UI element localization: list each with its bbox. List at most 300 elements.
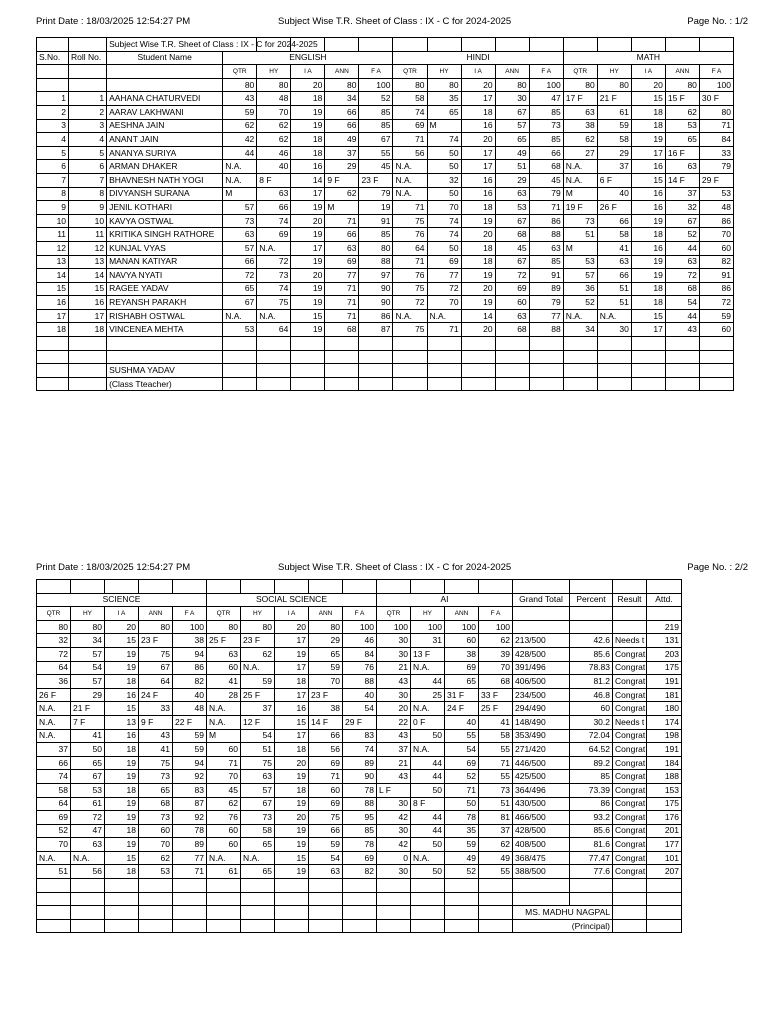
mark-cell: 62 [207,797,241,811]
mark-cell: 48 [699,201,733,215]
table-cell [631,377,665,391]
mark-cell: 67 [359,133,393,147]
student-name: KUNJAL VYAS [107,241,223,255]
mark-cell: 19 [105,770,139,784]
mark-cell: 87 [359,323,393,337]
mark-cell: 54 [241,729,275,743]
mark-cell: 15 [275,715,309,729]
mark-cell: 62 [241,647,275,661]
student-row [37,133,734,147]
mark-cell: 60 [207,838,241,852]
grand-total-cell: 391/496 [513,661,570,675]
mark-cell: 18 [631,105,665,119]
teacher-role-row [37,377,734,391]
grand-total-cell: 353/490 [513,729,570,743]
mark-cell: 74 [427,214,461,228]
mark-cell: 41 [207,675,241,689]
mark-cell: 16 [461,173,495,187]
mark-cell: 73 [479,783,513,797]
table-cell [563,337,597,351]
mark-cell: 74 [257,282,291,296]
mark-cell: 19 [291,255,325,269]
mark-cell: 23 F [241,634,275,648]
percent-cell: 42.6 [570,634,613,648]
subhead: ANN [325,65,359,79]
mark-cell: 68 [325,323,359,337]
table-cell [37,78,69,92]
attendance-cell: 177 [647,838,682,852]
mark-cell: 15 [275,851,309,865]
percent-cell: 85.6 [570,647,613,661]
mark-cell: 50 [411,838,445,852]
table-cell [107,350,223,364]
table-cell [613,620,647,634]
mark-cell: 71 [427,323,461,337]
mark-cell: N.A. [393,187,427,201]
mark-cell: 51 [597,296,631,310]
table-cell [359,337,393,351]
student-row [37,187,734,201]
student-row [37,865,682,879]
result-cell: Congrat [613,770,647,784]
subhead: I A [631,65,665,79]
student-row [37,851,682,865]
mark-cell: 70 [309,675,343,689]
mark-cell: 30 [495,92,529,106]
mark-cell: 19 [275,647,309,661]
table-cell [275,580,309,594]
table-cell [563,38,597,52]
roll-cell: 17 [69,309,107,323]
mark-cell: 73 [223,214,257,228]
max-mark: 20 [275,620,309,634]
mark-cell: 90 [359,282,393,296]
subhead: QTR [207,607,241,621]
max-mark: 80 [71,620,105,634]
mark-cell: 50 [427,241,461,255]
mark-cell: 63 [597,255,631,269]
table-cell [37,906,71,920]
mark-cell: 16 [105,688,139,702]
mark-cell: 30 F [699,92,733,106]
table-cell [699,38,733,52]
subhead: F A [343,607,377,621]
max-mark: 100 [377,620,411,634]
mark-cell: 68 [139,797,173,811]
mark-cell: 65 [241,865,275,879]
mark-cell: 57 [495,119,529,133]
table-cell [37,892,71,906]
table-cell [461,377,495,391]
table-cell [529,337,563,351]
max-mark: 80 [597,78,631,92]
grand-total-cell: 428/500 [513,824,570,838]
roll-cell: 18 [69,323,107,337]
result-cell: Congrat [613,783,647,797]
mark-cell: N.A. [71,851,105,865]
max-mark: 80 [223,78,257,92]
mark-cell: 64 [393,241,427,255]
subject-header: HINDI [393,51,563,65]
table-cell [257,337,291,351]
attendance-cell: 191 [647,743,682,757]
mark-cell: N.A. [411,702,445,716]
mark-cell: 85 [359,228,393,242]
student-row [37,214,734,228]
mark-cell: 86 [699,282,733,296]
mark-cell: 43 [139,729,173,743]
mark-cell: 17 [275,661,309,675]
mark-cell: 19 [105,661,139,675]
table-cell [665,350,699,364]
mark-cell: 8 F [257,173,291,187]
max-mark: 100 [445,620,479,634]
table-cell [393,337,427,351]
mark-cell: 55 [479,865,513,879]
table-cell [343,580,377,594]
subhead: F A [529,65,563,79]
mark-cell: 72 [427,282,461,296]
mark-cell: 71 [699,119,733,133]
mark-cell: 66 [37,756,71,770]
subject-header: ENGLISH [223,51,393,65]
mark-cell: 53 [563,255,597,269]
result-cell: Congrat [613,756,647,770]
mark-cell: 17 [631,146,665,160]
mark-cell: 25 F [479,702,513,716]
mark-cell: 63 [665,160,699,174]
student-name: AESHNA JAIN [107,119,223,133]
table-cell [207,906,241,920]
mark-cell: 29 F [699,173,733,187]
mark-cell: 80 [359,241,393,255]
roll-cell: 5 [69,146,107,160]
table-cell [207,919,241,933]
mark-cell: 65 [309,647,343,661]
mark-cell: 71 [445,783,479,797]
mark-cell: 69 [309,756,343,770]
table-cell [105,892,139,906]
mark-cell: 72 [37,647,71,661]
mark-cell: 35 [445,824,479,838]
table-cell [139,906,173,920]
table-cell [325,38,359,52]
mark-cell: 25 [411,688,445,702]
mark-cell: 43 [223,92,257,106]
table-cell [479,919,513,933]
mark-cell: 71 [325,296,359,310]
student-name: MANAN KATIYAR [107,255,223,269]
table-cell [665,377,699,391]
mark-cell: 71 [393,255,427,269]
mark-cell: 19 [291,105,325,119]
mark-cell: 86 [173,661,207,675]
mark-cell: N.A. [241,661,275,675]
mark-cell: 21 [377,661,411,675]
mark-cell: 19 [105,647,139,661]
table-cell [173,580,207,594]
mark-cell: 44 [223,146,257,160]
percent-cell: 81.2 [570,675,613,689]
mark-cell: 60 [309,783,343,797]
grand-total-cell: 271/420 [513,743,570,757]
mark-cell: 20 [461,323,495,337]
mark-cell: 15 [631,173,665,187]
table-cell [479,892,513,906]
mark-cell: 19 [275,838,309,852]
mark-cell: N.A. [411,661,445,675]
mark-cell: 19 [461,269,495,283]
mark-cell: 25 F [207,634,241,648]
table-cell [570,620,613,634]
mark-cell: 76 [393,269,427,283]
mark-cell: 62 [257,119,291,133]
mark-cell: 19 [291,323,325,337]
grand-total-cell: 368/475 [513,851,570,865]
attendance-cell: 176 [647,811,682,825]
percent-cell: 78.83 [570,661,613,675]
mark-cell: 71 [325,282,359,296]
mark-cell: 17 [275,634,309,648]
table-cell [393,38,427,52]
grand-total-cell: 364/496 [513,783,570,797]
mark-cell: 69 [427,255,461,269]
mark-cell: 38 [563,119,597,133]
mark-cell: 97 [359,269,393,283]
mark-cell: 95 [343,811,377,825]
student-row [37,743,682,757]
grand-total-cell: 446/500 [513,756,570,770]
percent-cell: 60 [570,702,613,716]
mark-cell: 74 [427,133,461,147]
mark-cell: 16 [631,187,665,201]
percent-cell: 46.8 [570,688,613,702]
mark-cell: 45 [495,241,529,255]
mark-cell: 17 [461,92,495,106]
mark-cell: N.A. [223,309,257,323]
mark-cell: 85 [359,119,393,133]
mark-cell: 51 [495,160,529,174]
mark-cell: 48 [173,702,207,716]
mark-cell: 19 [291,228,325,242]
mark-cell: 18 [275,675,309,689]
table-cell [71,892,105,906]
table-cell [699,350,733,364]
mark-cell: 19 F [563,201,597,215]
attendance-cell: 181 [647,688,682,702]
mark-cell: 54 [665,296,699,310]
sno-cell: 11 [37,228,69,242]
subhead: I A [105,607,139,621]
mark-cell: 19 [631,133,665,147]
sno-cell: 5 [37,146,69,160]
table-cell [37,337,69,351]
mark-cell: 94 [173,647,207,661]
mark-cell: 84 [343,647,377,661]
mark-cell: 74 [37,770,71,784]
mark-cell: 62 [665,105,699,119]
student-name: ARMAN DHAKER [107,160,223,174]
max-mark: 80 [325,78,359,92]
subhead: HY [411,607,445,621]
mark-cell: 20 [275,811,309,825]
mark-cell: 88 [343,797,377,811]
mark-cell: 57 [223,201,257,215]
mark-cell: 75 [393,214,427,228]
mark-cell: 18 [291,146,325,160]
roll-cell: 16 [69,296,107,310]
mark-cell: 60 [699,241,733,255]
mark-cell: 76 [207,811,241,825]
table-cell [107,65,223,79]
table-cell [461,364,495,378]
principal-name-row [37,906,682,920]
sno-cell: 6 [37,160,69,174]
table-cell [139,879,173,893]
mark-cell: 40 [343,688,377,702]
subhead-row [37,607,682,621]
mark-cell: 18 [631,228,665,242]
table-cell [513,607,570,621]
mark-cell: 19 [105,797,139,811]
sno-cell: 17 [37,309,69,323]
mark-cell: 66 [223,255,257,269]
mark-cell: 84 [699,133,733,147]
grand-total-cell: 425/500 [513,770,570,784]
mark-cell: 15 F [665,92,699,106]
subhead: QTR [563,65,597,79]
subhead: ANN [665,65,699,79]
mark-cell: 75 [309,811,343,825]
mark-cell: 15 [105,702,139,716]
student-name: NAVYA NYATI [107,269,223,283]
mark-cell: 59 [173,729,207,743]
roll-cell: 6 [69,160,107,174]
table-cell [631,337,665,351]
subhead: HY [427,65,461,79]
mark-cell: 69 [393,119,427,133]
mark-cell: 30 [597,323,631,337]
mark-cell: 19 [631,214,665,228]
grand-total-cell: 294/490 [513,702,570,716]
percent-cell: 85 [570,770,613,784]
col-name: Student Name [107,51,223,65]
table-cell [291,377,325,391]
student-row [37,241,734,255]
table-cell [570,607,613,621]
mark-cell: 33 [139,702,173,716]
max-marks-row [37,78,734,92]
result-cell: Congrat [613,838,647,852]
mark-cell: 43 [377,729,411,743]
table-cell [69,337,107,351]
mark-cell: 39 [479,647,513,661]
table-cell [257,364,291,378]
max-mark: 80 [665,78,699,92]
mark-cell: 17 [275,729,309,743]
attendance-cell: 201 [647,824,682,838]
student-name: JENIL KOTHARI [107,201,223,215]
grand-total-cell: 466/500 [513,811,570,825]
max-mark: 80 [37,620,71,634]
table-cell [597,377,631,391]
mark-cell: 83 [343,729,377,743]
mark-cell: 73 [563,214,597,228]
mark-cell: 59 [309,661,343,675]
mark-cell: 20 [377,702,411,716]
mark-cell: N.A. [563,160,597,174]
mark-cell: 18 [105,865,139,879]
subhead: I A [461,65,495,79]
mark-cell: 19 [105,756,139,770]
max-mark: 100 [343,620,377,634]
mark-cell: 58 [37,783,71,797]
mark-cell: 38 [445,647,479,661]
mark-cell: 86 [359,309,393,323]
col-roll: Roll No. [69,51,107,65]
marks-table-page-2 [36,579,682,933]
mark-cell: 82 [173,675,207,689]
mark-cell: 82 [343,865,377,879]
mark-cell: 6 F [597,173,631,187]
mark-cell: 66 [309,729,343,743]
mark-cell: 49 [325,133,359,147]
mark-cell: 70 [427,296,461,310]
table-cell [37,879,71,893]
mark-cell: 64 [37,797,71,811]
percent-cell: 85.6 [570,824,613,838]
table-cell [427,38,461,52]
mark-cell: 66 [325,105,359,119]
table-cell [631,38,665,52]
table-cell [647,892,682,906]
subhead: HY [71,607,105,621]
mark-cell: 79 [699,160,733,174]
mark-cell: 69 [495,282,529,296]
student-row [37,105,734,119]
mark-cell: 83 [173,783,207,797]
teacher-name-row [37,364,734,378]
mark-cell: 72 [257,255,291,269]
student-row [37,323,734,337]
mark-cell: 52 [445,865,479,879]
grand-total-cell: 406/500 [513,675,570,689]
student-name: RAGEE YADAV [107,282,223,296]
mark-cell: 49 [479,851,513,865]
max-mark: 20 [105,620,139,634]
mark-cell: 71 [393,201,427,215]
mark-cell: 71 [207,756,241,770]
table-cell [325,350,359,364]
subject-header: MATH [563,51,733,65]
table-cell [107,337,223,351]
mark-cell: 15 [291,309,325,323]
max-mark: 100 [359,78,393,92]
student-name: AARAV LAKHWANI [107,105,223,119]
mark-cell: 18 [105,675,139,689]
attendance-cell: 174 [647,715,682,729]
mark-cell: 92 [173,811,207,825]
mark-cell: N.A. [411,743,445,757]
mark-cell: 51 [241,743,275,757]
table-cell [223,337,257,351]
mark-cell: 36 [37,675,71,689]
student-name: ANANYA SURIYA [107,146,223,160]
mark-cell: 67 [139,661,173,675]
mark-cell: 14 [291,173,325,187]
mark-cell: N.A. [597,309,631,323]
table-cell [647,879,682,893]
